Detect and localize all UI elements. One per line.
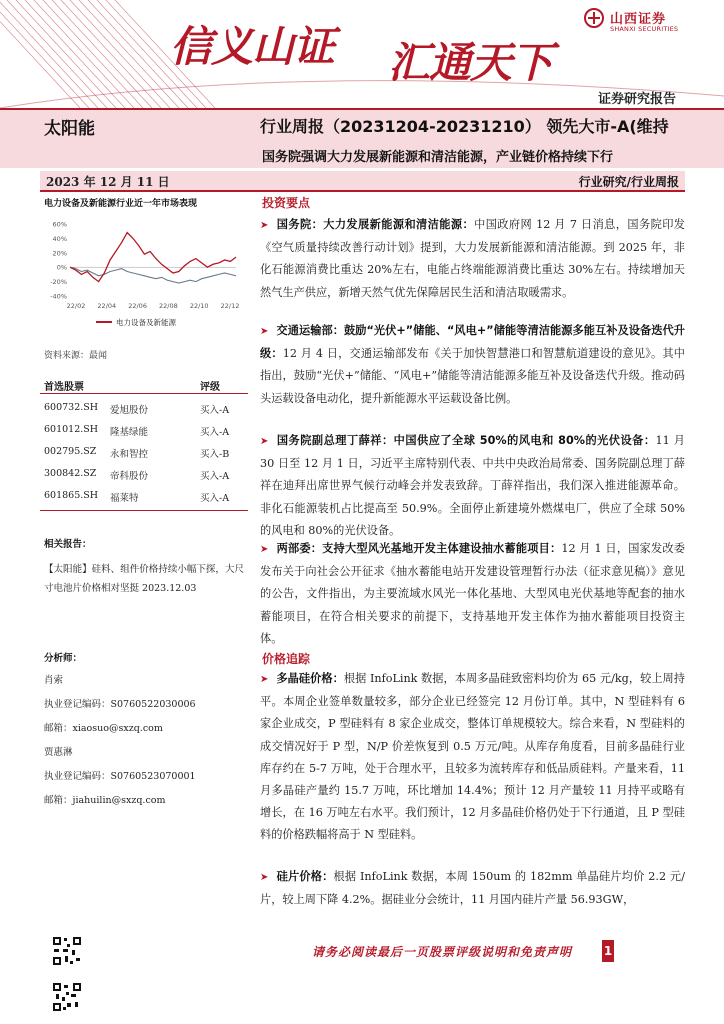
banner-stripe — [25, 0, 125, 108]
pick-rating: 买入-B — [200, 449, 230, 460]
point-two-ministries — [260, 538, 685, 650]
qr-code-icon[interactable] — [52, 936, 82, 966]
slogan-right: 汇通天下 — [388, 38, 553, 87]
series-line-benchmark — [70, 267, 236, 283]
point-transport — [260, 320, 685, 410]
pick-name: 爱旭股份 — [110, 405, 149, 416]
analyst-cert: 执业登记编码：S0760522030006 — [44, 699, 196, 710]
analyst-cert: 执业登记编码：S0760523070001 — [44, 771, 196, 782]
banner-stripe — [52, 0, 152, 108]
header-banner — [0, 0, 724, 108]
banner-stripe — [70, 0, 170, 108]
chart-source: 资料来源：最闻 — [44, 351, 108, 361]
company-logo — [584, 6, 692, 36]
point-bold: 多晶硅价格： — [276, 672, 344, 685]
bullet-arrow-icon: ➤ — [260, 220, 269, 231]
report-type: 证券研究报告 — [597, 92, 676, 107]
pick-name: 福莱特 — [110, 493, 139, 504]
page-number: 1 — [602, 940, 614, 962]
price-title: 价格追踪 — [262, 652, 311, 666]
point-text: 中国政府网 12 月 7 日消息，国务院印发《空气质量持续改善行动计划》提到，大力发展新能源和清洁能源。到 2025 年，非化石能源消费比重达 20%左右，电能占终端能源消费比重达 30%左右。持续增加天然气生产供应，新增天然气优先保障居民生活和清洁取暖需求。 — [260, 218, 685, 299]
banner-stripe — [7, 0, 107, 108]
industry-name: 太阳能 — [44, 119, 95, 139]
point-bold: 两部委：支持大型风光基地开发主体建设抽水蓄能项目： — [276, 542, 562, 555]
banner-stripe — [34, 0, 134, 108]
stock-pick-row[interactable] — [40, 398, 248, 419]
point-wafer — [260, 866, 685, 911]
analyst-name: 贾惠淋 — [44, 747, 73, 758]
picks-header — [40, 376, 248, 394]
report-category: 行业研究/行业周报 — [578, 175, 679, 189]
x-tick-label: 22/12 — [220, 302, 240, 310]
x-tick-label: 22/02 — [66, 302, 86, 310]
legend-label: 电力设备及新能源 — [116, 318, 176, 327]
stock-pick-row[interactable] — [40, 464, 248, 485]
analyst-name: 肖索 — [44, 675, 64, 686]
pick-name: 帝科股份 — [110, 471, 149, 482]
related-report[interactable]: 【太阳能】硅料、组件价格持续小幅下探，大尺寸电池片价格相对坚挺 2023.12.03 — [44, 564, 244, 594]
report-headline: 行业周报（20231204-20231210） 领先大市-A(维持 — [260, 117, 669, 136]
pick-code: 300842.SZ — [44, 468, 97, 479]
point-state-council — [260, 214, 685, 304]
point-bold: 交通运输部：鼓励“光伏+”储能、“风电+”储能等清洁能源多能互补及设备迭代升级： — [260, 324, 685, 361]
logo-cn: 山西证券 — [610, 12, 667, 27]
bullet-arrow-icon: ➤ — [260, 674, 269, 685]
bullet-arrow-icon: ➤ — [260, 544, 269, 555]
chart-title: 电力设备及新能源行业近一年市场表现 — [44, 199, 198, 209]
point-text: 根据 InfoLink 数据，本周多晶硅致密料均价为 65 元/kg，较上周持平。本周企业签单数量较多，部分企业已经签完 12 月份订单。其中，N 型硅料有 6 家企业成交，P 型硅料有 8 家企业成交，整体订单规模较大。综合来看，N 型硅料的成交情况好于 P 型，N/P 价差恢复到 0.5 万元/吨。从库存角度看，目前多晶硅行业库存约在 5-7 万吨，处于合理水平，且较多为流转库存和低品质硅料。产量来看，11 月多晶硅产量约 15.7 万吨，环比增加 14.4%；预计 12 月产量较 11 月持平或略有增长，在 16 万吨左右水平。我们预计，12 月多晶硅价格仍处于下行通道，且 P 型硅料的价格跌幅将高于 N 型硅料。 — [260, 672, 685, 842]
y-tick-label: -40% — [50, 292, 67, 301]
related-label: 相关报告： — [44, 539, 92, 550]
pick-rating: 买入-A — [200, 427, 230, 438]
bullet-arrow-icon: ➤ — [260, 326, 269, 337]
point-text: 12 月 1 日，国家发改委发布关于向社会公开征求《抽水蓄能电站开发建设管理暂行办法（征求意见稿）》意见的公告，文件指出，为主要流域水风光一体化基地、大型风电光伏基地等配套的抽水蓄能项目，在符合相关要求的前提下，支持基地开发主体作为抽水蓄能项目投资主体。 — [260, 542, 685, 645]
pick-code: 002795.SZ — [44, 446, 97, 457]
stock-pick-row[interactable] — [40, 442, 248, 463]
pick-rating: 买入-A — [200, 493, 230, 504]
pick-rating: 买入-A — [200, 405, 230, 416]
point-bold: 国务院副总理丁薛祥：中国供应了全球 50%的风电和 80%的光伏设备： — [276, 434, 656, 447]
market-performance-chart — [40, 210, 248, 332]
bullet-arrow-icon: ➤ — [260, 872, 269, 883]
point-text: 11 月 30 日至 12 月 1 日，习近平主席特别代表、中共中央政治局常委、国务院副总理丁薛祥在迪拜出席世界气候行动峰会并发表致辞。丁薛祥指出，我们深入推进能源革命。非化石能源装机占比提高至 50.9%。全面停止新建境外燃煤电厂，供应了全球 50%的风电和 80%的光伏设备。 — [260, 434, 685, 537]
y-tick-label: 60% — [52, 220, 67, 229]
slogan-left: 信义山证 — [170, 22, 335, 71]
y-tick-label: 0% — [56, 263, 67, 272]
x-tick-label: 22/04 — [97, 302, 117, 310]
point-vice-premier — [260, 430, 685, 542]
disclaimer: 请务必阅读最后一页股票评级说明和免责声明 — [312, 945, 573, 959]
stock-pick-row[interactable] — [40, 420, 248, 441]
logo-icon — [584, 8, 604, 28]
pick-code: 601865.SH — [44, 490, 99, 501]
pick-rating: 买入-A — [200, 471, 230, 482]
title-rule — [0, 108, 724, 110]
banner-stripe — [16, 0, 116, 108]
analyst-email[interactable]: 邮箱：xiaosuo@sxzq.com — [44, 723, 163, 734]
point-bold: 硅片价格： — [276, 870, 334, 883]
qr-code-icon[interactable] — [52, 982, 82, 1012]
picks-bottom-rule — [40, 510, 248, 511]
point-bold: 国务院：大力发展新能源和清洁能源： — [276, 218, 475, 231]
stock-pick-row[interactable] — [40, 486, 248, 507]
bullet-arrow-icon: ➤ — [260, 436, 269, 447]
pick-code: 601012.SH — [44, 424, 99, 435]
y-tick-label: -20% — [50, 278, 67, 287]
x-tick-label: 22/10 — [189, 302, 209, 310]
pick-code: 600732.SH — [44, 402, 99, 413]
invest-title: 投资要点 — [262, 196, 311, 210]
point-polysilicon — [260, 668, 685, 847]
y-tick-label: 20% — [52, 249, 67, 258]
analyst-email[interactable]: 邮箱：jiahuilin@sxzq.com — [44, 795, 166, 806]
pick-name: 隆基绿能 — [110, 427, 149, 438]
point-text: 12 月 4 日，交通运输部发布《关于加快智慧港口和智慧航道建设的意见》。其中指出，鼓励“光伏+”储能、“风电+”储能等清洁能源多能互补及设备迭代升级。推动码头运载设备电动化，提升新能源水平运载设备比例。 — [260, 347, 685, 405]
picks-header-rating: 评级 — [200, 382, 220, 393]
y-tick-label: 40% — [52, 234, 67, 243]
pick-name: 永和智控 — [110, 449, 149, 460]
point-text: 根据 InfoLink 数据，本周 150um 的 182mm 单晶硅片均价 2.2 元/片，较上周下降 4.2%。据硅业分会统计，11 月国内硅片产量 56.93GW， — [260, 870, 685, 907]
analyst-label: 分析师： — [44, 653, 83, 664]
logo-en: SHANXI SECURITIES — [610, 25, 679, 33]
report-date: 2023 年 12 月 11 日 — [46, 175, 170, 189]
date-bar — [40, 171, 685, 192]
x-tick-label: 22/06 — [128, 302, 147, 310]
report-subtitle: 国务院强调大力发展新能源和清洁能源，产业链价格持续下行 — [262, 150, 614, 165]
x-tick-label: 22/08 — [159, 302, 178, 310]
picks-header-name: 首选股票 — [44, 382, 84, 393]
banner-stripe — [61, 0, 161, 108]
